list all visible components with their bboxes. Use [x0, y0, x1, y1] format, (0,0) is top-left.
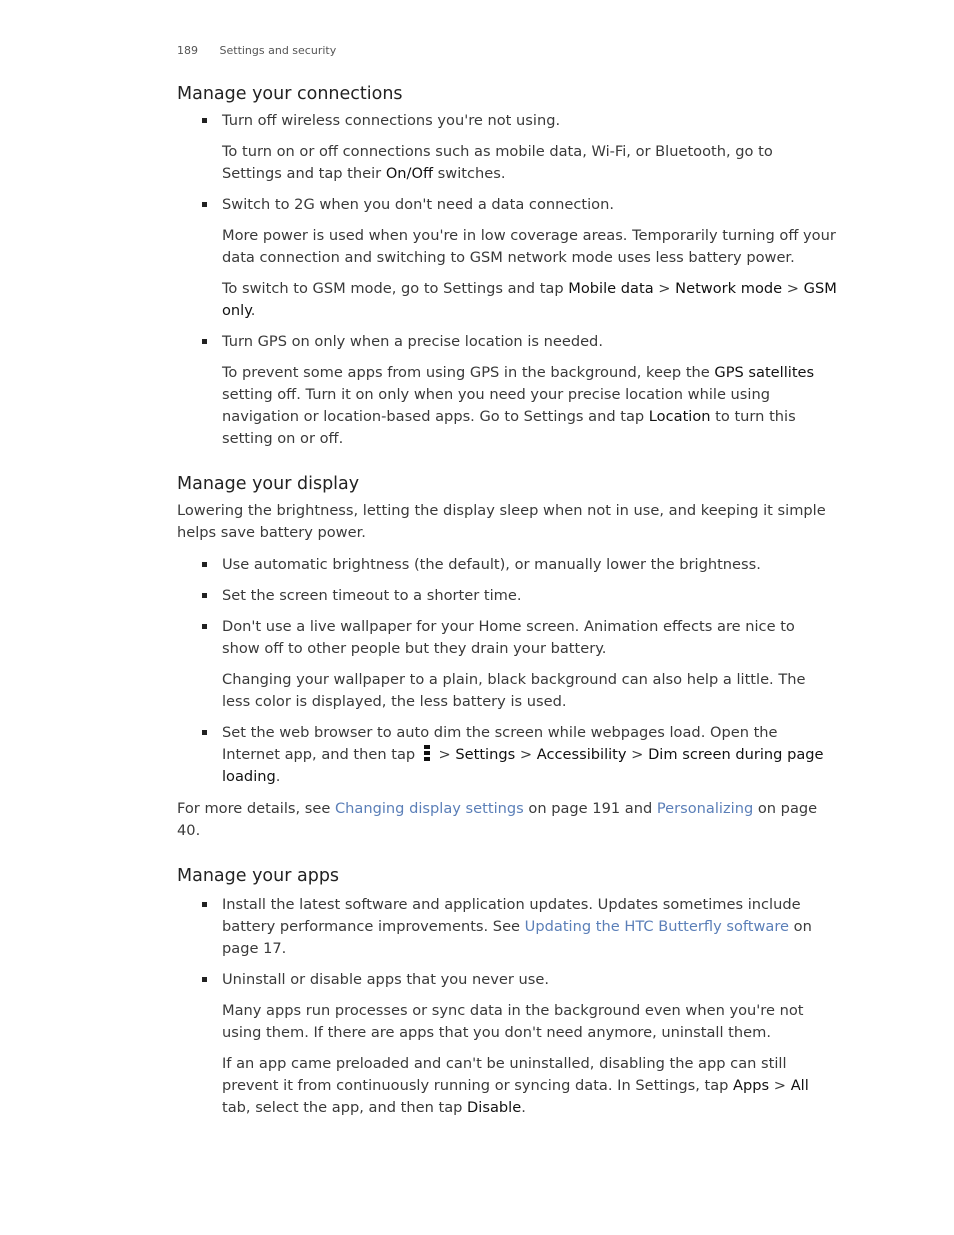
- page-content: [177, 80, 837, 1119]
- page-number: 189: [177, 44, 198, 57]
- menu-icon: [424, 745, 430, 761]
- section-name: Settings and security: [219, 44, 337, 57]
- para-display-intro: Lowering the brightness, letting the display sleep when not in use, and keeping it simple helps save battery power.: [177, 502, 826, 541]
- term-location: Location: [648, 408, 711, 425]
- bullet-install-updates: Install the latest software and application updates. Updates sometimes include battery performance improvements. See Updating the HTC Butterfly software on page 17.: [177, 894, 837, 960]
- heading-manage-apps: Manage your apps: [177, 866, 340, 886]
- term-accessibility: Accessibility: [536, 746, 627, 763]
- term-mobile-data: Mobile data: [568, 280, 654, 297]
- term-dim-screen: Dim screen during page loading: [222, 746, 824, 785]
- bullet-wireless: Turn off wireless connections you're not using.: [177, 110, 837, 132]
- heading-manage-display: Manage your display: [177, 474, 360, 494]
- term-gsm-only: GSM only: [222, 280, 837, 319]
- para-wireless-detail: To turn on or off connections such as mobile data, Wi-Fi, or Bluetooth, go to Settings and tap their On/Off switches.: [222, 143, 773, 182]
- bullet-wallpaper: Don't use a live wallpaper for your Home screen. Animation effects are nice to show off to other people but they drain your battery.: [177, 616, 837, 660]
- bullet-timeout: Set the screen timeout to a shorter time.: [177, 585, 837, 607]
- term-settings: Settings: [455, 746, 516, 763]
- bullet-2g: Switch to 2G when you don't need a data connection.: [177, 194, 837, 216]
- link-updating-software[interactable]: Updating the HTC Butterfly software: [524, 918, 790, 935]
- para-background-apps: Many apps run processes or sync data in the background even when you're not using them. If there are apps that you don't need anymore, uninstall them.: [222, 1002, 804, 1041]
- term-disable: Disable: [467, 1099, 522, 1116]
- page-header: [177, 44, 336, 57]
- term-gps-satellites: GPS satellites: [714, 364, 815, 381]
- term-all: All: [790, 1077, 809, 1094]
- para-disable-apps: If an app came preloaded and can't be uninstalled, disabling the app can still prevent it from continuously running or syncing data. In Settings, tap Apps > All tab, select the app, and then tap Disable.: [222, 1055, 809, 1116]
- para-gsm-mode: To switch to GSM mode, go to Settings and tap Mobile data > Network mode > GSM only.: [222, 280, 837, 319]
- bullet-gps: Turn GPS on only when a precise location is needed.: [177, 331, 837, 353]
- bullet-browser-dim: Set the web browser to auto dim the screen while webpages load. Open the Internet app, and then tap > Settings > Accessibility > Dim screen during page loading.: [177, 722, 837, 788]
- link-changing-display-settings[interactable]: Changing display settings: [334, 800, 524, 817]
- bullet-brightness: Use automatic brightness (the default), or manually lower the brightness.: [177, 554, 837, 576]
- term-apps: Apps: [733, 1077, 770, 1094]
- para-wallpaper-detail: Changing your wallpaper to a plain, black background can also help a little. The less color is displayed, the less battery is used.: [222, 671, 806, 710]
- bullet-uninstall: Uninstall or disable apps that you never use.: [177, 969, 837, 991]
- term-network-mode: Network mode: [675, 280, 783, 297]
- para-power-detail: More power is used when you're in low coverage areas. Temporarily turning off your data connection and switching to GSM network mode uses less battery power.: [222, 227, 836, 266]
- para-more-details: For more details, see Changing display settings on page 191 and Personalizing on page 40.: [177, 800, 818, 839]
- heading-manage-connections: Manage your connections: [177, 84, 403, 104]
- para-gps-detail: To prevent some apps from using GPS in the background, keep the GPS satellites setting off. Turn it on only when you need your precise location while using navigation or location-based apps. Go to Settings and tap Location to turn this setting on or off.: [222, 364, 815, 447]
- term-on-off: On/Off: [385, 165, 434, 182]
- link-personalizing[interactable]: Personalizing: [656, 800, 754, 817]
